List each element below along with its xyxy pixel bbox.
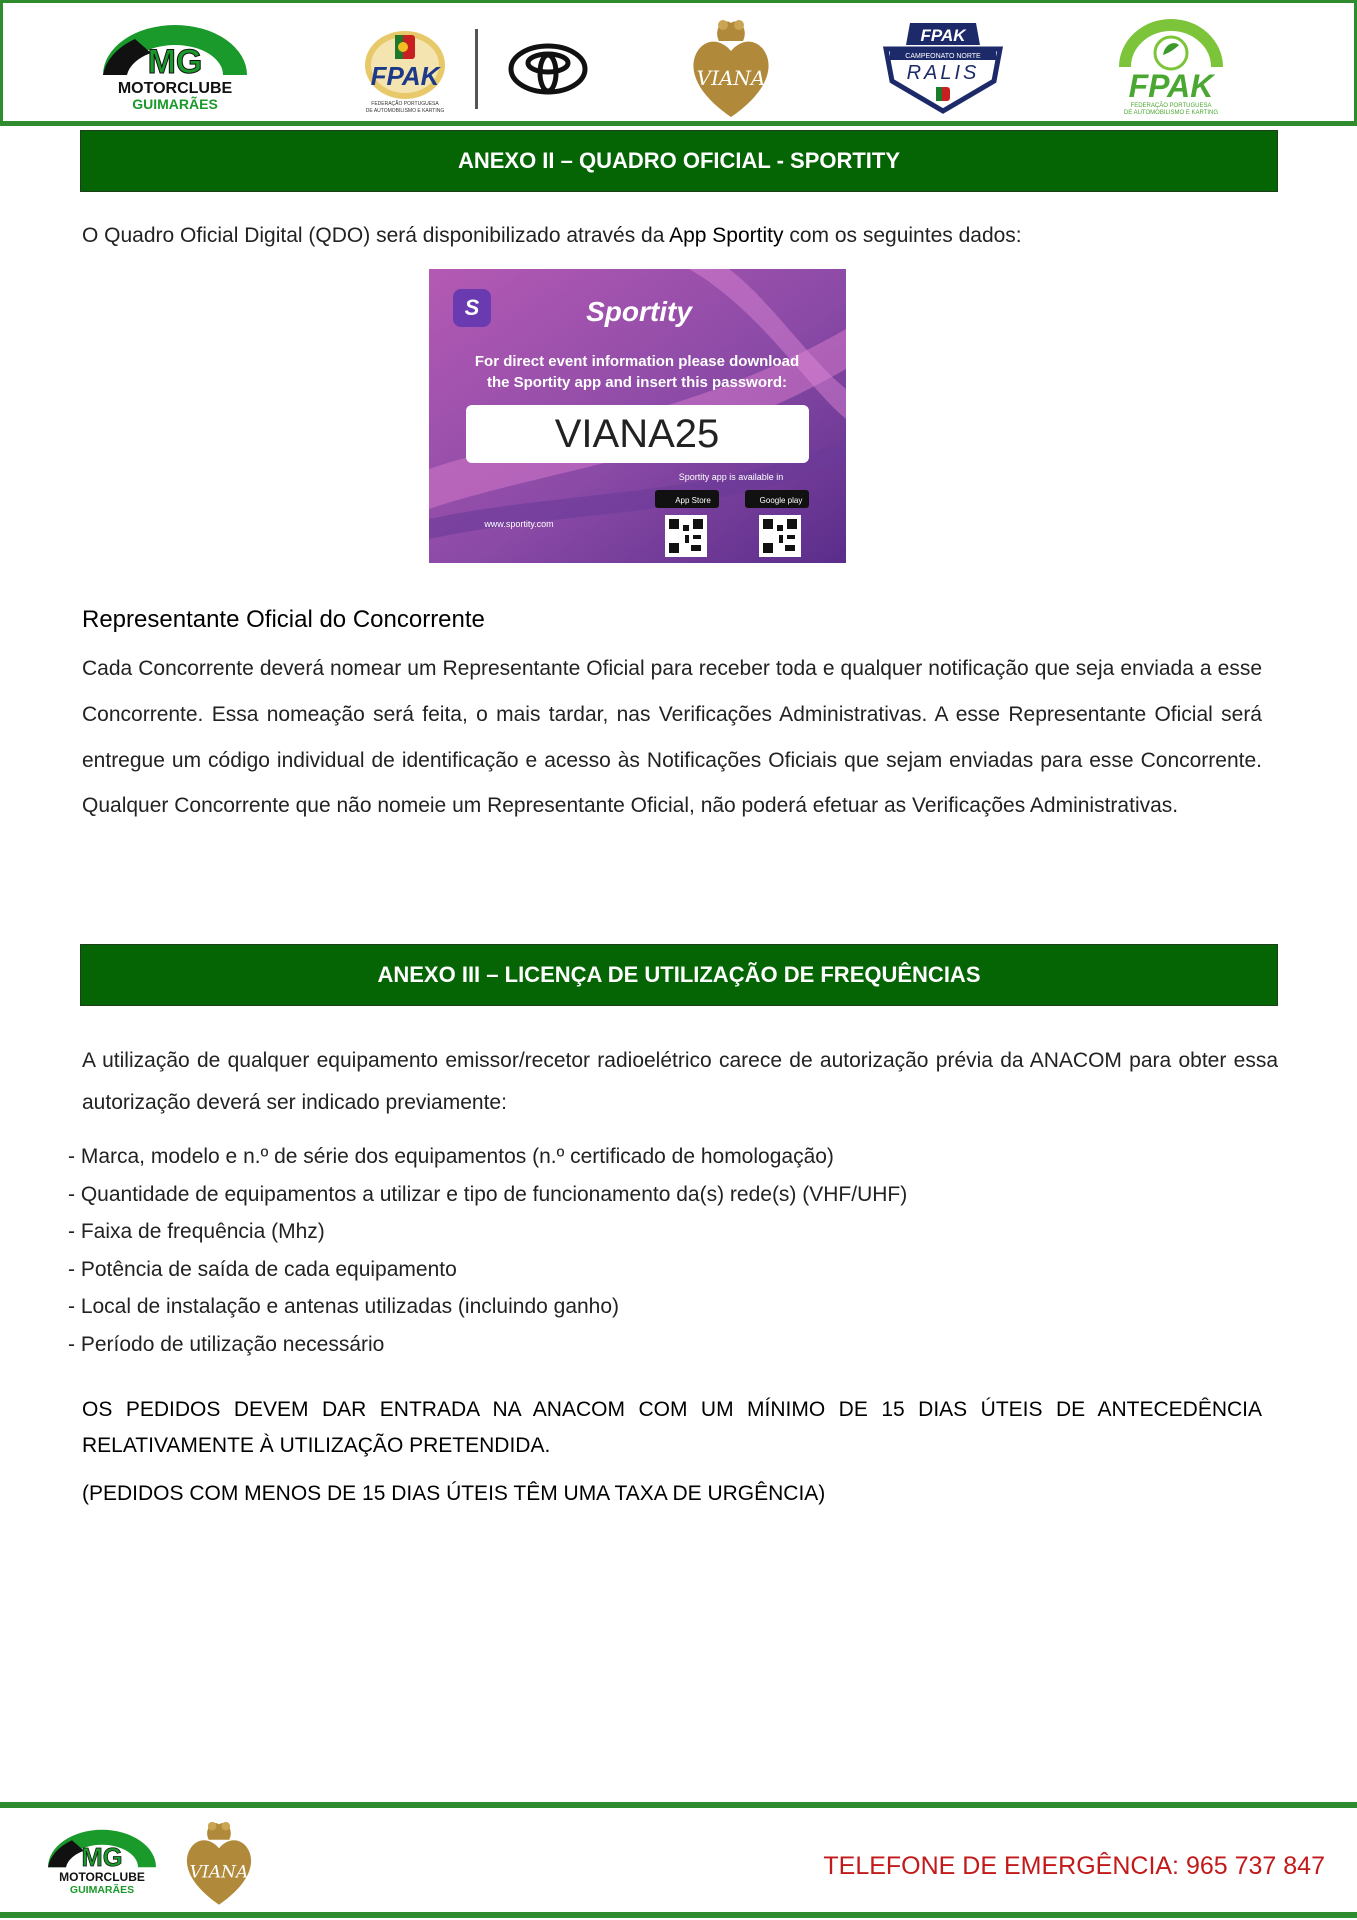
annex3-title-bar bbox=[80, 944, 1278, 1006]
svg-text:MOTORCLUBE: MOTORCLUBE bbox=[59, 1869, 145, 1884]
sportity-url: www.sportity.com bbox=[484, 519, 554, 529]
svg-text:GUIMARÃES: GUIMARÃES bbox=[132, 96, 218, 112]
list-item: - Marca, modelo e n.º de série dos equipamentos (n.º certificado de homologação) bbox=[68, 1138, 907, 1176]
list-item: - Local de instalação e antenas utilizadas (incluindo ganho) bbox=[68, 1288, 907, 1326]
google-play-badge: Google play bbox=[759, 496, 803, 505]
list-item: - Potência de saída de cada equipamento bbox=[68, 1251, 907, 1289]
svg-text:MOTORCLUBE: MOTORCLUBE bbox=[117, 80, 233, 97]
svg-text:FEDERAÇÃO PORTUGUESA: FEDERAÇÃO PORTUGUESA bbox=[1130, 103, 1212, 109]
svg-text:RALIS: RALIS bbox=[906, 62, 980, 84]
app-sportity-name: App Sportity bbox=[669, 224, 784, 247]
emergency-phone bbox=[823, 1852, 1325, 1881]
fpak-green-logo bbox=[1103, 15, 1239, 115]
qr-code-appstore-icon bbox=[665, 515, 707, 557]
urgency-notice: (PEDIDOS COM MENOS DE 15 DIAS ÚTEIS TÊM UMA TAXA DE URGÊNCIA) bbox=[82, 1482, 826, 1505]
svg-text:FPAK: FPAK bbox=[920, 26, 966, 45]
svg-text:GUIMARÃES: GUIMARÃES bbox=[69, 1883, 135, 1896]
list-item: - Faixa de frequência (Mhz) bbox=[68, 1213, 907, 1251]
svg-text:MG: MG bbox=[81, 1843, 123, 1872]
svg-text:DE AUTOMOBILISMO E KARTING: DE AUTOMOBILISMO E KARTING bbox=[365, 108, 445, 114]
emergency-label: TELEFONE DE EMERGÊNCIA: bbox=[823, 1852, 1180, 1880]
svg-text:VIANA: VIANA bbox=[189, 1862, 249, 1883]
sportity-app-icon: S bbox=[464, 295, 480, 320]
header-divider bbox=[475, 29, 478, 109]
anacom-notice: OS PEDIDOS DEVEM DAR ENTRADA NA ANACOM COM UM MÍNIMO DE 15 DIAS ÚTEIS DE ANTECEDÊNCIA RELATIVAMENTE À UTILIZAÇÃO PRETENDIDA. bbox=[82, 1398, 1262, 1457]
representative-heading: Representante Oficial do Concorrente bbox=[82, 606, 485, 633]
toyota-logo bbox=[508, 43, 588, 95]
page-header bbox=[0, 0, 1357, 126]
emergency-number: 965 737 847 bbox=[1185, 1852, 1325, 1880]
svg-text:FPAK: FPAK bbox=[370, 61, 440, 91]
motorclube-guimaraes-logo bbox=[95, 23, 255, 113]
requirements-list bbox=[68, 1138, 907, 1364]
svg-text:MG: MG bbox=[147, 43, 203, 81]
sportity-available: Sportity app is available in bbox=[678, 472, 784, 482]
sportity-line2: the Sportity app and insert this password: bbox=[486, 374, 788, 391]
list-item: - Quantidade de equipamentos a utilizar e tipo de funcionamento da(s) rede(s) (VHF/UHF) bbox=[68, 1176, 907, 1214]
viana-heart-logo bbox=[683, 11, 779, 123]
svg-text:DE AUTOMOBILISMO E KARTING: DE AUTOMOBILISMO E KARTING bbox=[1123, 110, 1219, 115]
representative-text: Cada Concorrente deverá nomear um Representante Oficial para receber toda e qualquer notificação que seja enviada a esse Concorrente. Essa nomeação será feita, o mais tardar, nas Verificações Administrativas. A esse Representante Oficial será entregue um código individual de identificação e acesso às Notificações Oficiais que sejam enviadas para esse Concorrente. Qualquer Concorrente que não nomeie um Representante Oficial, não poderá efetuar as Verificações Administrativas. bbox=[82, 657, 1262, 818]
annex2-intro: O Quadro Oficial Digital (QDO) será disponibilizado através da App Sportity com os seguintes dados: bbox=[82, 224, 1022, 247]
svg-text:FEDERAÇÃO PORTUGUESA: FEDERAÇÃO PORTUGUESA bbox=[371, 101, 439, 107]
footer-rule-bottom bbox=[0, 1912, 1357, 1918]
app-store-badge: App Store bbox=[675, 496, 711, 505]
annex3-title: ANEXO III – LICENÇA DE UTILIZAÇÃO DE FREQUÊNCIAS bbox=[377, 962, 981, 987]
fpak-federation-logo bbox=[355, 25, 455, 117]
annex2-title-bar bbox=[80, 130, 1278, 192]
fpak-ralis-logo bbox=[876, 19, 1010, 115]
sportity-password: VIANA25 bbox=[554, 412, 720, 456]
svg-text:CAMPEONATO NORTE: CAMPEONATO NORTE bbox=[905, 53, 981, 60]
sportity-brand: Sportity bbox=[586, 296, 692, 327]
footer-rule-top bbox=[0, 1802, 1357, 1808]
annex3-text: A utilização de qualquer equipamento emissor/recetor radioelétrico carece de autorização prévia da ANACOM para obter essa autorização deverá ser indicado previamente: bbox=[82, 1049, 1278, 1114]
svg-text:FPAK: FPAK bbox=[1128, 68, 1214, 104]
list-item: - Período de utilização necessário bbox=[68, 1326, 907, 1364]
sportity-card bbox=[429, 269, 846, 563]
viana-footer-logo bbox=[178, 1812, 260, 1912]
motorclube-guimaraes-footer-logo bbox=[42, 1818, 162, 1906]
svg-text:VIANA: VIANA bbox=[696, 66, 766, 90]
annex2-title: ANEXO II – QUADRO OFICIAL - SPORTITY bbox=[457, 148, 901, 173]
qr-code-googleplay-icon bbox=[759, 515, 801, 557]
sportity-line1: For direct event information please download bbox=[474, 353, 800, 370]
